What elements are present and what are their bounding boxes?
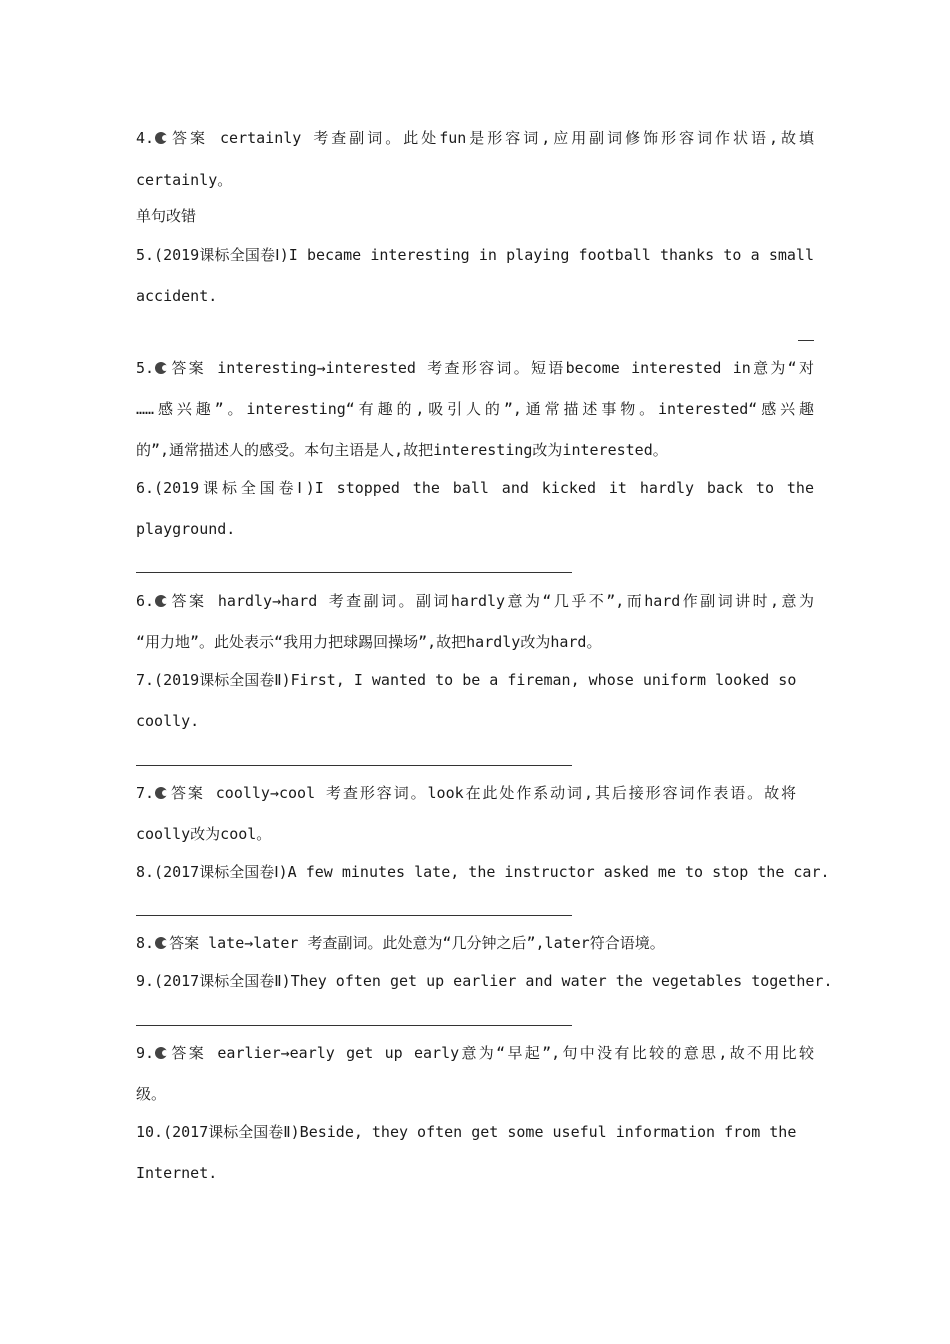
answer-blank-5 <box>798 340 814 341</box>
answer-5-line-1: 5. 答案 interesting→interested 考查形容词。短语become interested in意为“对 <box>136 359 814 377</box>
answer-5-line-2: ……感兴趣”。interesting“有趣的,吸引人的”,通常描述事物。interested“感兴趣 <box>136 400 814 418</box>
question-8-line-1: 8.(2017课标全国卷Ⅰ)A few minutes late, the instructor asked me to stop the car. <box>136 863 830 881</box>
answer-8-line-1: 8. 答案 late→later 考查副词。此处意为“几分钟之后”,later符合语境。 <box>136 934 665 952</box>
answer-icon <box>155 362 167 374</box>
answer-blank-6 <box>136 572 572 573</box>
answer-6-line-1: 6. 答案 hardly→hard 考查副词。副词hardly意为“几乎不”,而hard作副词讲时,意为 <box>136 592 814 610</box>
answer-icon <box>155 595 167 607</box>
question-5-line-2: accident. <box>136 287 218 305</box>
answer-6-line-2: “用力地”。此处表示“我用力把球踢回操场”,故把hardly改为hard。 <box>136 633 602 651</box>
answer-9-line-1: 9. 答案 earlier→early get up early意为“早起”,句中没有比较的意思,故不用比较 <box>136 1044 814 1062</box>
answer-4-line-2: certainly。 <box>136 171 233 189</box>
question-7-line-1: 7.(2019课标全国卷Ⅱ)First, I wanted to be a fireman, whose uniform looked so <box>136 671 797 689</box>
answer-blank-8 <box>136 915 572 916</box>
answer-icon <box>155 1047 167 1059</box>
question-9-line-1: 9.(2017课标全国卷Ⅱ)They often get up earlier and water the vegetables together. <box>136 972 833 990</box>
question-7-line-2: coolly. <box>136 712 200 730</box>
question-6-line-2: playground. <box>136 520 236 538</box>
answer-4-line-1: 4. 答案 certainly 考查副词。此处fun是形容词,应用副词修饰形容词作状语,故填 <box>136 129 814 147</box>
question-6-line-1: 6.(2019课标全国卷Ⅰ)I stopped the ball and kicked it hardly back to the <box>136 479 814 497</box>
answer-icon <box>155 132 167 144</box>
question-10-line-1: 10.(2017课标全国卷Ⅱ)Beside, they often get some useful information from the <box>136 1123 797 1141</box>
answer-9-line-2: 级。 <box>136 1085 167 1103</box>
answer-blank-7 <box>136 765 572 766</box>
answer-7-line-1: 7. 答案 coolly→cool 考查形容词。look在此处作系动词,其后接形容词作表语。故将 <box>136 784 796 802</box>
answer-blank-9 <box>136 1025 572 1026</box>
section-heading: 单句改错 <box>136 207 197 225</box>
question-5-line-1: 5.(2019课标全国卷Ⅰ)I became interesting in playing football thanks to a small <box>136 246 814 264</box>
question-10-line-2: Internet. <box>136 1164 218 1182</box>
answer-7-line-2: coolly改为cool。 <box>136 825 272 843</box>
answer-icon <box>155 937 167 949</box>
answer-icon <box>155 787 167 799</box>
answer-5-line-3: 的”,通常描述人的感受。本句主语是人,故把interesting改为interested。 <box>136 441 668 459</box>
